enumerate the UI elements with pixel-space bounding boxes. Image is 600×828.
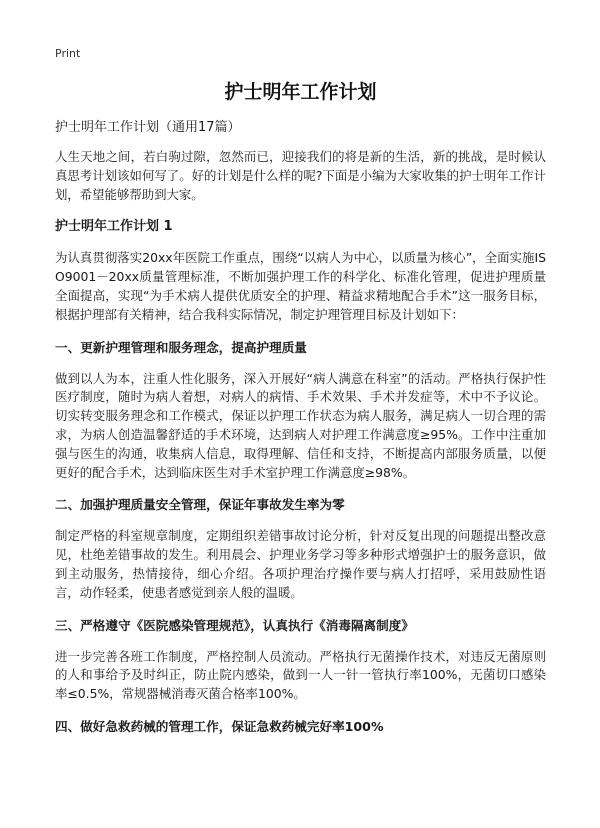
section-paragraph: 为认真贯彻落实20xx年医院工作重点，围绕“以病人为中心，以质量为核心”，全面实施ISO9001－20xx质量管理标准，不断加强护理工作的科学化、标准化管理，促进护理质量全面提高，实现“为手术病人提供优质安全的护理、精益求精地配合手术”这一服务目标，根据护理部有关精神，结合我科实际情况，制定护理管理目标及计划如下： bbox=[55, 250, 546, 322]
point-body-1: 做到以人为本，注重人性化服务，深入开展好“病人满意在科室”的活动。严格执行保护性医疗制度，随时为病人着想，对病人的病情、手术效果、手术并发症等，术中不予议论。切实转变服务理念和工作模式，保证以护理工作状态为病人服务，满足病人一切合理的需求，为病人创造温馨舒适的手术环境，达到病人对护理工作满意度≥95%。工作中注重加强与医生的沟通，收集病人信息，取得理解、信任和支持，不断提高内部服务质量，以便更好的配合手术，达到临床医生对手术室护理工作满意度≥98%。 bbox=[55, 370, 546, 480]
point-body-3: 进一步完善各班工作制度，严格控制人员流动。严格执行无菌操作技术，对违反无菌原则的人和事给予及时纠正，防止院内感染，做到一人一针一管执行率100%，无菌切口感染率≤0.5%，常规器械消毒灭菌合格率100%。 bbox=[55, 648, 546, 702]
point-heading-3: 三、严格遵守《医院感染管理规范》，认真执行《消毒隔离制度》 bbox=[55, 617, 414, 633]
document-title: 护士明年工作计划 bbox=[224, 81, 377, 103]
point-heading-4: 四、做好急救药械的管理工作，保证急救药械完好率100% bbox=[55, 718, 384, 734]
point-body-2: 制定严格的科室规章制度，定期组织差错事故讨论分析，针对反复出现的问题提出整改意见，杜绝差错事故的发生。利用晨会、护理业务学习等多种形式增强护士的服务意识，做到主动服务，热情接待，细心介绍。各项护理治疗操作要与病人打招呼，采用鼓励性语言，动作轻柔，使患者感觉到亲人般的温暖。 bbox=[55, 528, 546, 600]
print-link[interactable]: Print bbox=[55, 47, 81, 60]
section-title: 护士明年工作计划 1 bbox=[55, 219, 173, 235]
document-body bbox=[55, 118, 546, 749]
point-heading-1: 一、更新护理管理和服务理念，提高护理质量 bbox=[55, 339, 307, 355]
point-heading-2: 二、加强护理质量安全管理，保证年事故发生率为零 bbox=[55, 497, 345, 513]
intro-paragraph: 人生天地之间，若白驹过隙，忽然而已，迎接我们的将是新的生活，新的挑战，是时候认真思考计划该如何写了。好的计划是什么样的呢?下面是小编为大家收集的护士明年工作计划，希望能够帮助到大家。 bbox=[55, 149, 546, 202]
document-subtitle: 护士明年工作计划（通用17篇） bbox=[55, 120, 241, 135]
